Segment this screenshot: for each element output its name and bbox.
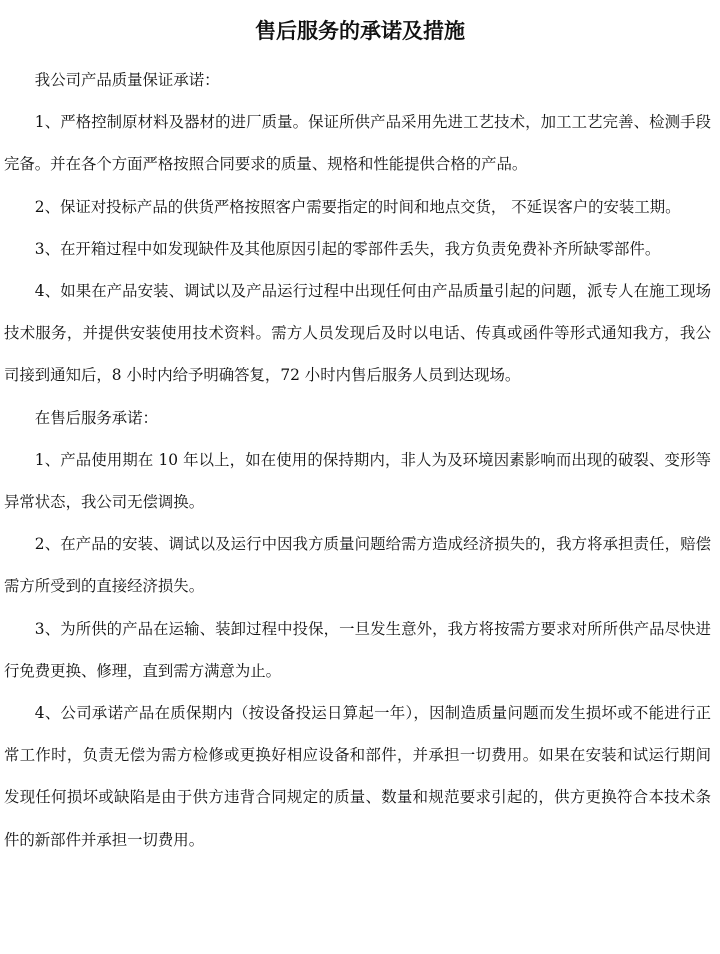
quality-item-2: 2、保证对投标产品的供货严格按照客户需要指定的时间和地点交货， 不延误客户的安装工期。 bbox=[34, 197, 681, 216]
quality-item-1: 1、严格控制原材料及器材的进厂质量。保证所供产品采用先进工艺技术，加工工艺完善、检测手段完备。并在各个方面严格按照合同要求的质量、规格和性能提供合格的产品。 bbox=[4, 113, 711, 174]
after-sales-item-3: 3、为所供的产品在运输、装卸过程中投保，一旦发生意外，我方将按需方要求对所所供产品尽快进行免费更换、修理，直到需方满意为止。 bbox=[4, 619, 711, 680]
after-sales-item-2: 2、在产品的安装、调试以及运行中因我方质量问题给需方造成经济损失的，我方将承担责任，赔偿需方所受到的直接经济损失。 bbox=[4, 535, 711, 596]
document-title: 售后服务的承诺及措施 bbox=[255, 19, 465, 43]
quality-item-3: 3、在开箱过程中如发现缺件及其他原因引起的零部件丢失，我方负责免费补齐所缺零部件。 bbox=[34, 239, 661, 258]
quality-item-4: 4、如果在产品安装、调试以及产品运行过程中出现任何由产品质量引起的问题，派专人在施工现场技术服务，并提供安装使用技术资料。需方人员发现后及时以电话、传真或函件等形式通知我方，我公司接到通知后，8 小时内给予明确答复，72 小时内售后服务人员到达现场。 bbox=[4, 282, 711, 385]
document-body bbox=[4, 59, 711, 861]
intro-quality-commitment: 我公司产品质量保证承诺： bbox=[34, 71, 220, 89]
after-sales-item-1: 1、产品使用期在 10 年以上，如在使用的保持期内，非人为及环境因素影响而出现的破裂、变形等异常状态，我公司无偿调换。 bbox=[4, 450, 711, 512]
after-sales-item-4: 4、公司承诺产品在质保期内（按设备投运日算起一年），因制造质量问题而发生损坏或不能进行正常工作时，负责无偿为需方检修或更换好相应设备和部件，并承担一切费用。如果在安装和试运行期间发现任何损坏或缺陷是由于供方违背合同规定的质量、数量和规范要求引起的，供方更换符合本技术条件的新部件并承担一切费用。 bbox=[4, 704, 711, 849]
intro-after-sales-commitment: 在售后服务承诺： bbox=[34, 408, 158, 427]
